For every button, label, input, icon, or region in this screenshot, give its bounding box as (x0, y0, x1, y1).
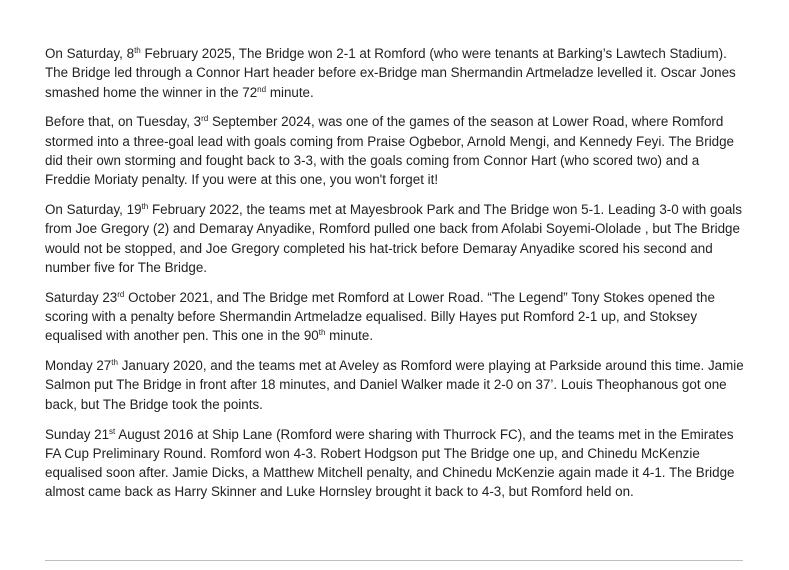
paragraph-2025-match: On Saturday, 8th February 2025, The Bridge won 2-1 at Romford (who were tenants at Barking’s Lawtech Stadium). The Bridge led through a Connor Hart header before ex-Bridge man Shermandin Artmeladze levelled it. Oscar Jones smashed home the winner in the 72nd minute. (45, 46, 736, 100)
article-body (45, 44, 745, 512)
paragraph-2022-match: On Saturday, 19th February 2022, the teams met at Mayesbrook Park and The Bridge won 5-1. Leading 3-0 with goals from Joe Gregory (2) and Demaray Anyadike, Romford pulled one back from Afolabi Soyemi-Ololade , but The Bridge would not be stopped, and Joe Gregory completed his hat-trick before Demaray Anyadike scored his second and number five for The Bridge. (45, 202, 742, 275)
paragraph-2024-match: Before that, on Tuesday, 3rd September 2024, was one of the games of the season at Lower Road, where Romford stormed into a three-goal lead with goals coming from Praise Ogbebor, Arnold Mengi, and Kennedy Feyi. The Bridge did their own storming and fought back to 3-3, with the goals coming from Connor Hart (who scored two) and a Freddie Moriaty penalty. If you were at this one, you won't forget it! (45, 114, 735, 188)
paragraph-2021-match: Saturday 23rd October 2021, and The Bridge met Romford at Lower Road. “The Legend” Tony Stokes opened the scoring with a penalty before Shermandin Artmeladze equalised. Billy Hayes put Romford 2-1 up, and Stoksey equalised with another pen. This one in the 90th minute. (45, 289, 715, 344)
paragraph-2016-match: Sunday 21st August 2016 at Ship Lane (Romford were sharing with Thurrock FC), and the teams met in the Emirates FA Cup Preliminary Round. Romford won 4-3. Robert Hodgson put The Bridge one up, and Chinedu McKenzie equalised soon after. Jamie Dicks, a Matthew Mitchell penalty, and Chinedu McKenzie again made it 4-1. The Bridge almost came back as Harry Skinner and Luke Hornsley brought it back to 4-3, but Romford held on. (45, 426, 735, 500)
paragraph-2020-match: Monday 27th January 2020, and the teams met at Aveley as Romford were playing at Parkside around this time. Jamie Salmon put The Bridge in front after 18 minutes, and Daniel Walker made it 2-0 on 37’. Louis Theophanous got one back, but The Bridge took the points. (45, 358, 744, 412)
divider (45, 560, 743, 561)
